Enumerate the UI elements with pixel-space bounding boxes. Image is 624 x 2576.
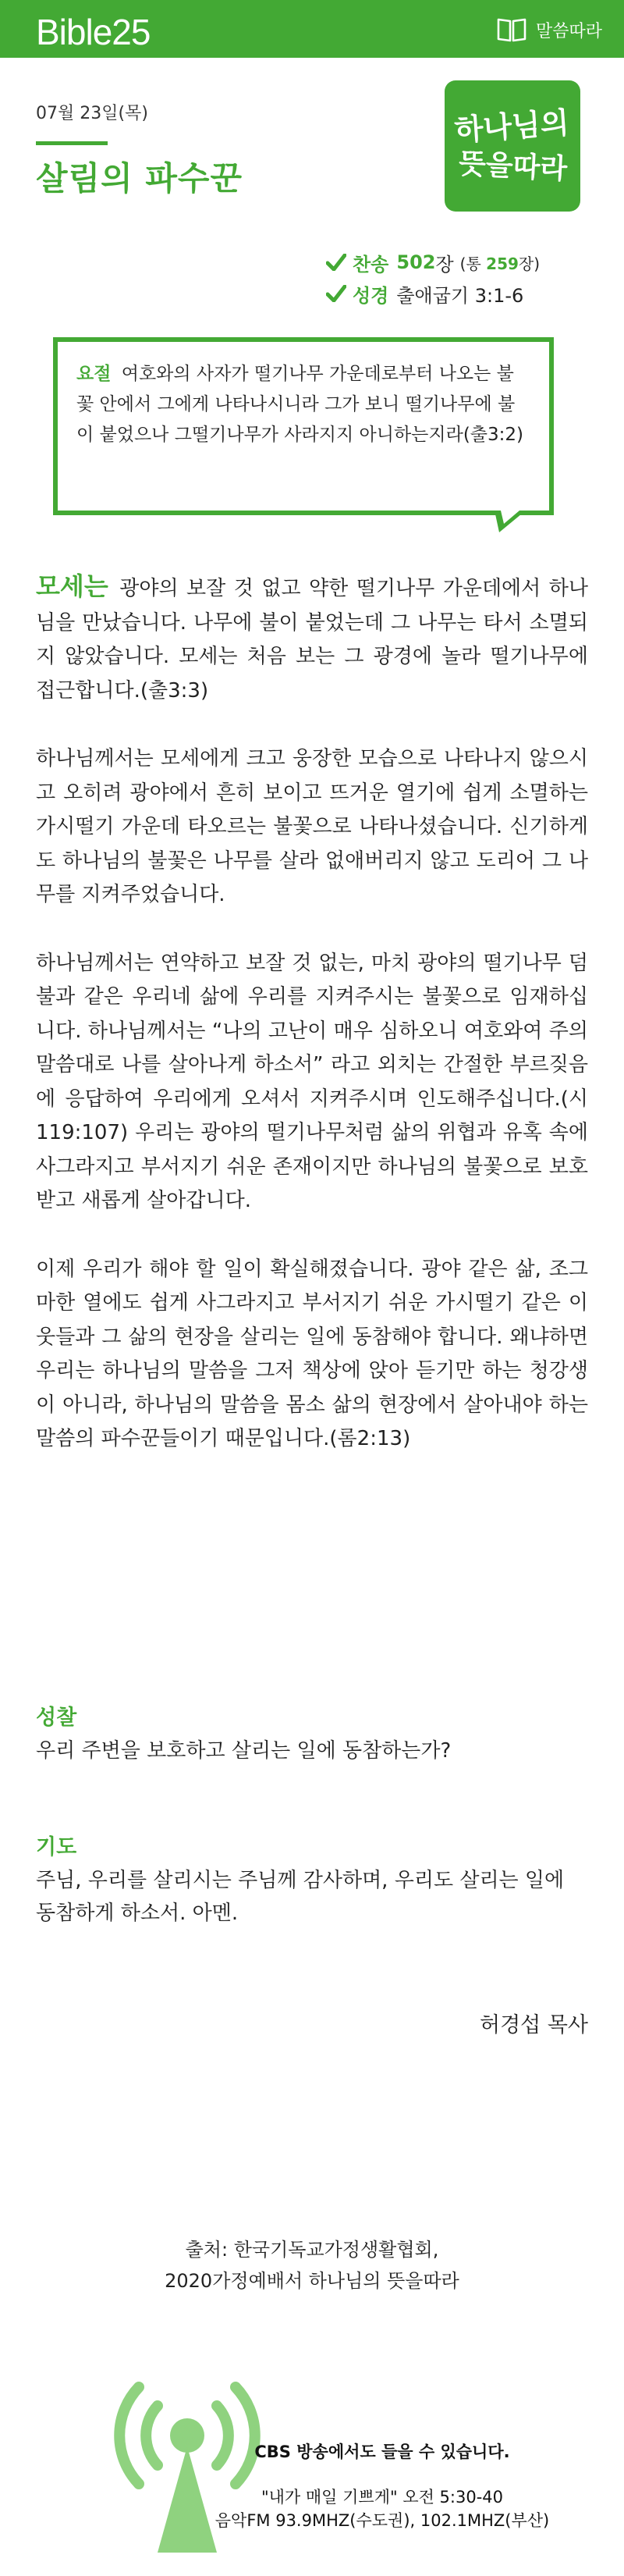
check-icon <box>326 254 346 271</box>
page-title: 살림의 파수꾼 <box>36 159 243 197</box>
scripture-row <box>326 278 607 309</box>
scripture-label: 성경 <box>353 284 389 307</box>
body-paragraph-4: 이제 우리가 해야 할 일이 확실해졌습니다. 광야 같은 삶, 조그마한 열에도 쉽게 사그라지고 부서지기 쉬운 가시떨기 같은 이웃들과 그 삶의 현장을 살리는 일에 동참해야 합니다. 왜냐하면 우리는 하나님의 말씀을 그저 책상에 앉아 듣기만 하는 청강생이 아니라, 하나님의 말씀을 몸소 삶의 현장에서 살아내야 하는 말씀의 파수꾼들이기 때문입니다.(롬2:13) <box>36 1257 588 1450</box>
key-verse-label: 요절 <box>76 364 112 384</box>
source-credit <box>0 2234 624 2297</box>
body-paragraph-1 <box>36 570 588 708</box>
scripture-text: 출애굽기 3:1-6 <box>396 284 524 307</box>
reflection-heading: 성찰 <box>36 1706 77 1730</box>
reflection-section <box>36 1702 588 1767</box>
reflection-text: 우리 주변을 보호하고 살리는 일에 동참하는가? <box>36 1739 452 1763</box>
logo-line2: 뜻을따라 <box>458 148 569 186</box>
brand-logo[interactable]: Bible25 <box>36 12 151 52</box>
prayer-section <box>36 1831 588 1930</box>
body-paragraph-2: 하나님께서는 모세에게 크고 웅장한 모습으로 나타나지 않으시고 오히려 광야에서 흔히 보이고 뜨거운 열기에 쉽게 소멸하는 가시떨기 가운데 타오르는 불꽃으로 나타나셨습니다. 신기하게도 하나님의 불꽃은 나무를 살라 없애버리지 않고 도리어 그 나무를 지켜주었습니다. <box>36 747 588 906</box>
body-paragraph-1-text: 광야의 보잘 것 없고 약한 떨기나무 가운데에서 하나님을 만났습니다. 나무에 불이 붙었는데 그 나무는 타서 소멸되지 않았습니다. 모세는 처음 보는 그 광경에 놀라 떨기나무에 접근합니다.(출3:3) <box>36 577 589 703</box>
hymn-unified-number: 259 <box>486 254 519 273</box>
key-verse-text: 여호와의 사자가 떨기나무 가운데로부터 나오는 불꽃 안에서 그에게 나타나시니라 그가 보니 떨기나무에 불이 붙었으나 그떨기나무가 사라지지 아니하는지라(출3:2) <box>76 364 524 445</box>
check-icon <box>326 285 346 302</box>
body-paragraph-3: 하나님께서는 연약하고 보잘 것 없는, 마치 광야의 떨기나무 덤불과 같은 우리네 삶에 우리를 지켜주시는 불꽃으로 임재하십니다. 하나님께서는 “나의 고난이 매우 심하오니 여호와여 주의 말씀대로 나를 살아나게 하소서” 라고 외치는 간절한 부르짖음에 응답하여 우리에게 오셔서 지켜주시며 인도해주십니다.(시119:107) 우리는 광야의 떨기나무처럼 삶의 위협과 유혹 속에 사그라지고 부서지기 쉬운 존재이지만 하나님의 불꽃으로 보호받고 새롭게 살아갑니다. <box>36 951 588 1212</box>
devotional-logo <box>445 80 580 212</box>
key-verse-box <box>53 337 554 515</box>
date-label: 07월 23일(목) <box>36 104 148 123</box>
hymn-unified-suffix: 장) <box>518 254 541 273</box>
menu-link-malssum[interactable] <box>497 14 602 45</box>
author-name: 허경섭 목사 <box>480 2013 588 2037</box>
book-icon <box>497 16 526 43</box>
hymn-unit: 장 <box>435 253 454 276</box>
broadcast-line-3: 음악FM 93.9MHZ(수도권), 102.1MHZ(부산) <box>214 2511 550 2530</box>
top-bar <box>0 0 624 58</box>
hymn-number: 502 <box>396 251 436 273</box>
source-line-1: 출처: 한국기독교가정생활협회, <box>185 2239 439 2261</box>
prayer-text: 주님, 우리를 살리시는 주님께 감사하며, 우리도 살리는 일에 동참하게 하소서. 아멘. <box>36 1869 565 1925</box>
hymn-unified <box>460 251 540 274</box>
reading-info <box>326 247 607 309</box>
hymn-label: 찬송 <box>353 253 389 276</box>
logo-line1: 하나님의 <box>453 105 570 148</box>
devotional-body <box>36 570 588 1491</box>
broadcast-info <box>187 2440 577 2532</box>
prayer-heading: 기도 <box>36 1835 77 1859</box>
hymn-unified-prefix: (통 <box>459 254 481 273</box>
hymn-row <box>326 247 607 278</box>
broadcast-line-2: "내가 매일 기쁘게" 오전 5:30-40 <box>261 2488 504 2507</box>
speech-tail-icon <box>495 511 526 534</box>
title-underline <box>36 141 108 145</box>
source-line-2: 2020가정예배서 하나님의 뜻을따라 <box>165 2270 459 2292</box>
logo-lettering-icon <box>445 80 580 212</box>
broadcast-line-1: CBS 방송에서도 들을 수 있습니다. <box>254 2443 510 2461</box>
body-lead-word: 모세는 <box>36 571 108 601</box>
menu-link-label: 말씀따라 <box>535 21 602 41</box>
